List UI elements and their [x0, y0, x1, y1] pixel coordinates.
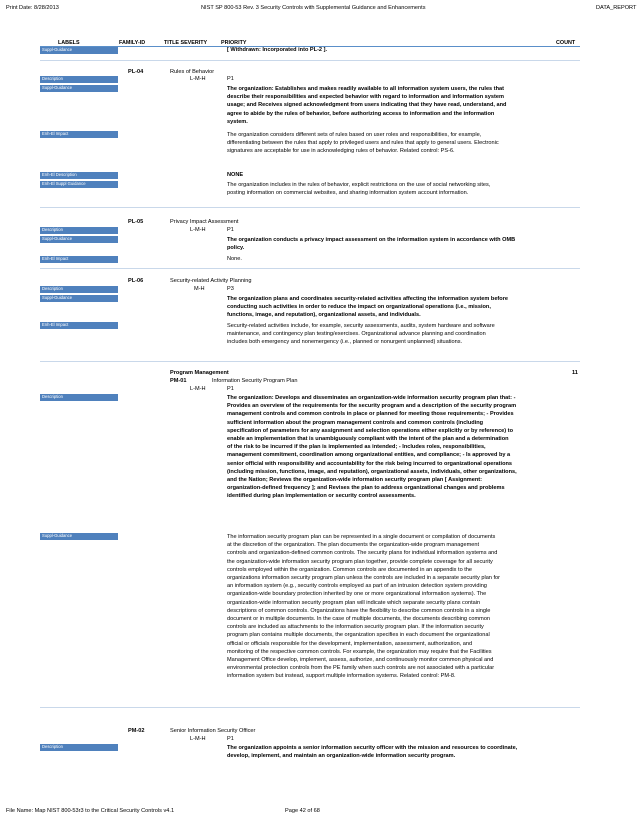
control-impact: Security-related activities include, for example, security assessments, audits, system hardware and software maintenance, and contingency plan testing/exercises. Organizational advance planning and coordination includes both emergency and nonemergency (i.e., planned or nonurgent unplanned) situations.	[227, 323, 495, 346]
control-priority: P3	[227, 286, 234, 292]
control-severity: L-M-H	[190, 76, 206, 82]
file-name: File Name: Map NIST 800-53r3 to the Critical Security Controls v4.1	[6, 808, 175, 814]
column-count: COUNT	[556, 40, 576, 46]
control-severity: L-M-H	[190, 386, 206, 392]
control-impact: None.	[227, 256, 242, 262]
control-description: The organization conducts a privacy impact assessment on the information system in accordance with OMB policy.	[227, 237, 516, 252]
label-description: Description	[40, 744, 118, 751]
control-description: The organization: Establishes and makes readily available to all information system users, the rules that describe their responsibilities and expected behavior with regard to information and information system usage; and Receives signed acknowledgment from users indicating that they have read, understand, and agree to abide by the rules of behavior, before authorizing access to information and the information system.	[227, 86, 507, 125]
label-description: Description	[40, 286, 118, 293]
control-id: PL-05	[128, 219, 144, 225]
control-id: PM-01	[170, 378, 187, 384]
column-family-id: FAMILY-ID	[119, 40, 146, 46]
label-suppl-guidance: Suppl-Guidance	[40, 533, 118, 540]
label-suppl-guidance: Suppl-Guidance	[40, 295, 118, 302]
control-description: The organization: Develops and disseminates an organization-wide information security program plan that: - Provides an overview of the requirements for the security program and a description of the security program management controls and common controls in place or planned for meeting those requirements; - Provides sufficient information about the program management controls and common controls (including specification of parameters for any assignment and selection operations either explicitly or by reference) to enable an implementation that is unambiguously compliant with the intent of the plan and a determination of the risk to be incurred if the plan is implemented as intended; - Includes roles, responsibilities, management commitment, coordination among organizational entities, and compliance; - Is approved by a senior official with responsibility and accountability for the risk being incurred to organizational operations (including mission, functions, image, and reputation), organizational assets, individuals, other organizations, and the Nation; Reviews the organization-wide information security program plan [ Assignment: organization-defined frequency ]; and Revises the plan to address organizational changes and problems identified during plan implementation or security control assessments.	[227, 395, 517, 500]
withdrawn-note: [ Withdrawn: Incorporated into PL-2 ].	[227, 47, 328, 53]
control-priority: P1	[227, 386, 234, 392]
enhancement-description: NONE	[227, 172, 244, 178]
control-impact: The organization considers different sets of rules based on user roles and responsibilities, for example, differentiating between the rules that apply to privileged users and rules that apply to general users. Electronic signatures are acceptable for use in acknowledging rules of behavior. Related control: PS-6.	[227, 132, 499, 155]
column-title-severity: TITLE SEVERITY	[164, 40, 208, 46]
label-enh-description: Enh-El Description	[40, 172, 118, 179]
label-description: Description	[40, 227, 118, 234]
control-id: PL-04	[128, 69, 144, 75]
control-title: Security-related Activity Planning	[170, 278, 252, 284]
row-divider	[40, 60, 580, 61]
label-description: Description	[40, 76, 118, 83]
control-severity: M-H	[194, 286, 205, 292]
column-labels: LABELS	[58, 40, 80, 46]
control-priority: P1	[227, 736, 234, 742]
row-divider	[40, 207, 580, 208]
label-enh-impact: Enh-El Impact	[40, 131, 118, 138]
control-id: PL-06	[128, 278, 144, 284]
control-severity: L-M-H	[190, 227, 206, 233]
control-title: Senior Information Security Officer	[170, 728, 256, 734]
print-date: Print Date: 8/28/2013	[6, 5, 59, 11]
label-suppl-guidance: Suppl-Guidance	[40, 236, 118, 243]
page-number: Page 42 of 68	[285, 808, 320, 814]
label-enh-suppl-guidance: Enh-El Suppl Guidance	[40, 181, 118, 188]
family-count: 11	[572, 370, 578, 376]
control-priority: P1	[227, 76, 234, 82]
control-title: Privacy Impact Assessment	[170, 219, 239, 225]
control-id: PM-02	[128, 728, 145, 734]
control-title: Information Security Program Plan	[212, 378, 298, 384]
report-type: DATA_REPORT	[596, 5, 637, 11]
label-enh-impact: Enh-El Impact	[40, 256, 118, 263]
control-description: The organization appoints a senior information security officer with the mission and resources to coordinate, develop, implement, and maintain an organization-wide information security program.	[227, 745, 518, 760]
row-divider	[40, 361, 580, 362]
row-divider	[40, 268, 580, 269]
report-title: NIST SP 800-53 Rev. 3 Security Controls with Supplemental Guidance and Enhancements	[201, 5, 426, 11]
control-severity: L-M-H	[190, 736, 206, 742]
enhancement-suppl-guidance: The organization includes in the rules of behavior, explicit restrictions on the use of social networking sites, posting information on commercial websites, and sharing information system account information.	[227, 182, 491, 197]
row-divider	[40, 707, 580, 708]
control-title: Rules of Behavior	[170, 69, 215, 75]
family-name: Program Management	[170, 370, 229, 376]
label-description: Description	[40, 394, 118, 401]
label-suppl-guidance: Suppl-Guidance	[40, 47, 118, 54]
label-suppl-guidance: Suppl-Guidance	[40, 85, 118, 92]
column-priority: PRIORITY	[221, 40, 247, 46]
control-description: The organization plans and coordinates security-related activities affecting the information system before conducting such activities in order to reduce the impact on organizational operations (i.e., mission, functions, image, and reputation), organizational assets, and individuals.	[227, 296, 508, 319]
control-suppl-guidance: The information security program plan can be represented in a single document or compilation of documents at the discretion of the organization. The plan documents the organization-wide program management controls and organization-defined common controls. The security plans for individual information systems and the organization-wide information security program plan together, provide complete coverage for all security controls employed within the organization. Common controls are documented in an appendix to the organizations information security program plan unless the controls are included in a separate security plan for an information system (e.g., security controls employed as part of an intrusion detection system providing organization-wide boundary protection inherited by one or more organizational information systems). The organization-wide information security program plan will indicate which separate security plans contain descriptions of common controls. Organizations have the flexibility to describe common controls in a single document or in multiple documents. In the case of multiple documents, the documents describing common controls are included as attachments to the information security program plan. If the information security program plan contains multiple documents, the organization specifies in each document the organizational official or officials responsible for the development, implementation, assessment, authorization, and monitoring of the respective common controls. For example, the organization may require that the Facilities Management Office develop, implement, assess, authorize, and continuously monitor common physical and environmental protection controls from the PE family when such controls are not associated with a particular information system but instead, support multiple information systems. Related control: PM-8.	[227, 534, 500, 680]
control-priority: P1	[227, 227, 234, 233]
label-enh-impact: Enh-El Impact	[40, 322, 118, 329]
